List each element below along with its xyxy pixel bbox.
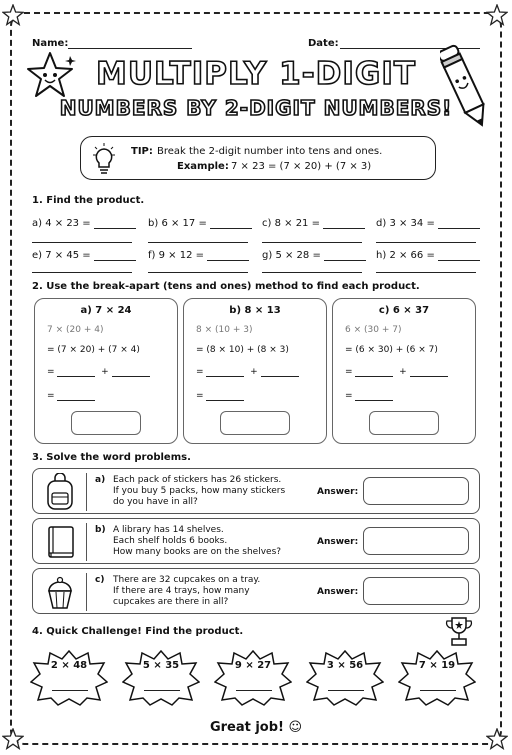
work-line[interactable] — [148, 272, 248, 273]
section-1-heading: 1. Find the product. — [32, 195, 145, 206]
word-problem-b: b) A library has 14 shelves. Each shelf holds 6 books. How many books are on the shelves? Answer: — [32, 518, 480, 564]
answer-blank[interactable] — [438, 219, 480, 229]
answer-blank[interactable] — [328, 690, 364, 691]
date-label: Date: — [308, 38, 339, 49]
corner-star-icon — [2, 4, 24, 26]
name-field[interactable] — [68, 48, 192, 49]
answer-blank[interactable] — [94, 251, 136, 261]
break-apart-box-a: a) 7 × 24 7 × (20 + 4) = (7 × 20) + (7 × 4) = + = — [34, 298, 178, 444]
title-line-2: NUMBERS BY 2-DIGIT NUMBERS! — [59, 96, 453, 120]
answer-box[interactable] — [220, 411, 290, 435]
answer-blank[interactable] — [57, 368, 95, 377]
tip-text: Break the 2-digit number into tens and ones. — [157, 146, 383, 157]
work-line[interactable] — [148, 242, 248, 243]
work-line[interactable] — [32, 272, 132, 273]
name-label: Name: — [32, 38, 69, 49]
word-problem-c: c) There are 32 cupcakes on a tray. If there are 4 trays, how many cupcakes are there in all? Answer: — [32, 568, 480, 614]
answer-box[interactable] — [363, 527, 469, 555]
answer-blank[interactable] — [206, 368, 244, 377]
section-3-heading: 3. Solve the word problems. — [32, 452, 191, 463]
answer-blank[interactable] — [210, 219, 252, 229]
section-4-heading: 4. Quick Challenge! Find the product. — [32, 626, 244, 637]
answer-blank[interactable] — [355, 368, 393, 377]
answer-blank[interactable] — [410, 368, 448, 377]
challenge-star-2: 5 × 35 — [122, 650, 200, 706]
answer-blank[interactable] — [144, 690, 180, 691]
problem-f: f) 9 × 12 = — [148, 250, 249, 261]
problem-e: e) 7 × 45 = — [32, 250, 136, 261]
tip-box — [80, 136, 436, 180]
answer-blank[interactable] — [236, 690, 272, 691]
work-line[interactable] — [262, 272, 362, 273]
answer-box[interactable] — [71, 411, 141, 435]
work-line[interactable] — [32, 242, 132, 243]
answer-blank[interactable] — [112, 368, 150, 377]
answer-box[interactable] — [363, 577, 469, 605]
problem-g: g) 5 × 28 = — [262, 250, 366, 261]
answer-blank[interactable] — [355, 392, 393, 401]
answer-blank[interactable] — [324, 251, 366, 261]
problem-d: d) 3 × 34 = — [376, 218, 480, 229]
problem-h: h) 2 × 66 = — [376, 250, 480, 261]
footer-message: Great job! ☺ — [209, 720, 303, 735]
problem-a: a) 4 × 23 = — [32, 218, 136, 229]
work-line[interactable] — [376, 272, 476, 273]
title-line-1: MULTIPLY 1-DIGIT — [95, 56, 417, 92]
answer-blank[interactable] — [94, 219, 136, 229]
example-text: 7 × 23 = (7 × 20) + (7 × 3) — [231, 161, 372, 172]
tip-label: TIP: — [131, 146, 153, 157]
trophy-icon — [442, 614, 476, 648]
book-icon — [37, 523, 83, 561]
challenge-star-4: 3 × 56 — [306, 650, 384, 706]
work-line[interactable] — [376, 242, 476, 243]
challenge-star-3: 9 × 27 — [214, 650, 292, 706]
corner-star-icon — [486, 4, 508, 26]
answer-blank[interactable] — [420, 690, 456, 691]
work-line[interactable] — [262, 242, 362, 243]
backpack-icon — [37, 473, 83, 511]
problem-c: c) 8 × 21 = — [262, 218, 365, 229]
cupcake-icon — [37, 573, 83, 611]
answer-box[interactable] — [369, 411, 439, 435]
challenge-star-1: 2 × 48 — [30, 650, 108, 706]
answer-blank[interactable] — [57, 392, 95, 401]
challenge-star-5: 7 × 19 — [398, 650, 476, 706]
lightbulb-icon — [91, 143, 117, 175]
break-apart-box-b: b) 8 × 13 8 × (10 + 3) = (8 × 10) + (8 × 3) = + = — [183, 298, 327, 444]
example-label: Example: — [177, 161, 229, 172]
word-problem-a: a) Each pack of stickers has 26 stickers. If you buy 5 packs, how many stickers do you have in all? Answer: — [32, 468, 480, 514]
section-2-heading: 2. Use the break-apart (tens and ones) method to find each product. — [32, 281, 420, 292]
answer-box[interactable] — [363, 477, 469, 505]
answer-blank[interactable] — [206, 392, 244, 401]
break-apart-box-c: c) 6 × 37 6 × (30 + 7) = (6 × 30) + (6 × 7) = + = — [332, 298, 476, 444]
answer-blank[interactable] — [323, 219, 365, 229]
answer-blank[interactable] — [438, 251, 480, 261]
answer-blank[interactable] — [261, 368, 299, 377]
answer-blank[interactable] — [207, 251, 249, 261]
problem-b: b) 6 × 17 = — [148, 218, 252, 229]
answer-blank[interactable] — [52, 690, 88, 691]
